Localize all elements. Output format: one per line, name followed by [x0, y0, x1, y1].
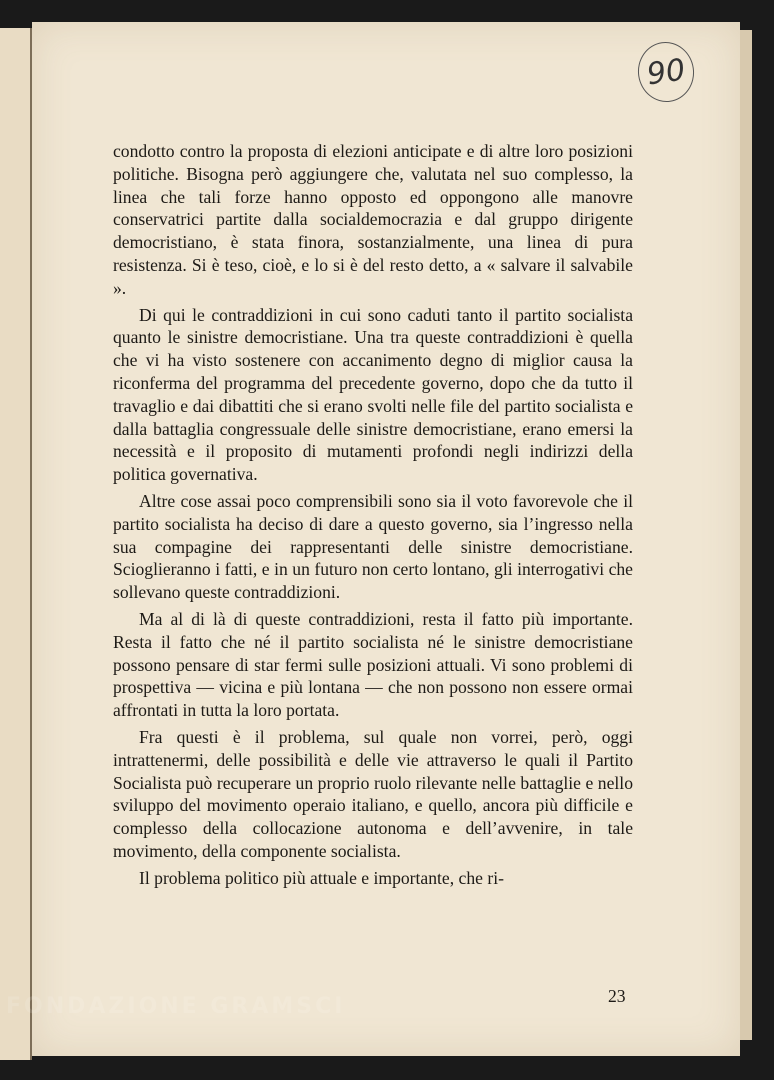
- archive-watermark: FONDAZIONE GRAMSCI: [6, 994, 346, 1019]
- paragraph-3: Altre cose assai poco comprensibili sono sia il voto favorevole che il partito socialista ha deciso di dare a questo governo, sia l’ingresso nella sua compagine dei rappresentanti delle sinistre democristiane. Scioglieranno i fatti, e in un futuro non certo lontano, gli interrogativi che sollevano queste contraddizioni.: [113, 490, 633, 603]
- paragraph-6: Il problema politico più attuale e importante, che ri-: [139, 867, 504, 888]
- paragraph-1: condotto contro la proposta di elezioni anticipate e di altre loro posizioni politiche. Bisogna però aggiungere che, valutata nel suo complesso, la linea che tali forze hanno opposto ed oppongono alle manovre conservatrici partite dalla socialdemocrazia e dal gruppo dirigente democristiano, è stata finora, sostanzialmente, una linea di pura resistenza. Si è teso, cioè, e lo si è del resto detto, a « salvare il salvabile ».: [113, 141, 633, 298]
- paragraph-2: Di qui le contraddizioni in cui sono caduti tanto il partito socialista quanto le sinistre democristiane. Una tra queste contraddizioni è quella che vi ha visto sostenere con accanimento degno di miglior causa la riconferma del programma del precedente governo, dopo che da tutto il travaglio e dai dibattiti che si erano svolti nelle file del partito socialista e dalla battaglia congressuale delle sinistre democristiane, erano emersi la necessità e il proposito di mutamenti profondi negli indirizzi della politica governativa.: [113, 304, 633, 485]
- body-text: [113, 140, 633, 890]
- handwritten-page-number: 90: [634, 38, 698, 105]
- facing-page-edge: [0, 28, 32, 1060]
- paragraph-4: Ma al di là di queste contraddizioni, resta il fatto più importante. Resta il fatto che né il partito socialista né le sinistre democristiane possono pensare di star fermi sulle posizioni attuali. Vi sono problemi di prospettiva — vicina e più lontana — che non possono non essere ormai affrontati in tutta la loro portata.: [113, 608, 633, 721]
- page-stack-edge: [740, 30, 752, 1040]
- printed-page-number: 23: [608, 986, 626, 1006]
- paragraph-5: Fra questi è il problema, sul quale non vorrei, però, oggi intrattenermi, delle possibilità e delle vie attraverso le quali il Partito Socialista può recuperare un proprio ruolo rilevante nelle battaglie e nello sviluppo del movimento operaio italiano, e quello, ancora più difficile e complesso della collocazione autonoma e dell’avvenire, in tale movimento, della componente socialista.: [113, 726, 633, 861]
